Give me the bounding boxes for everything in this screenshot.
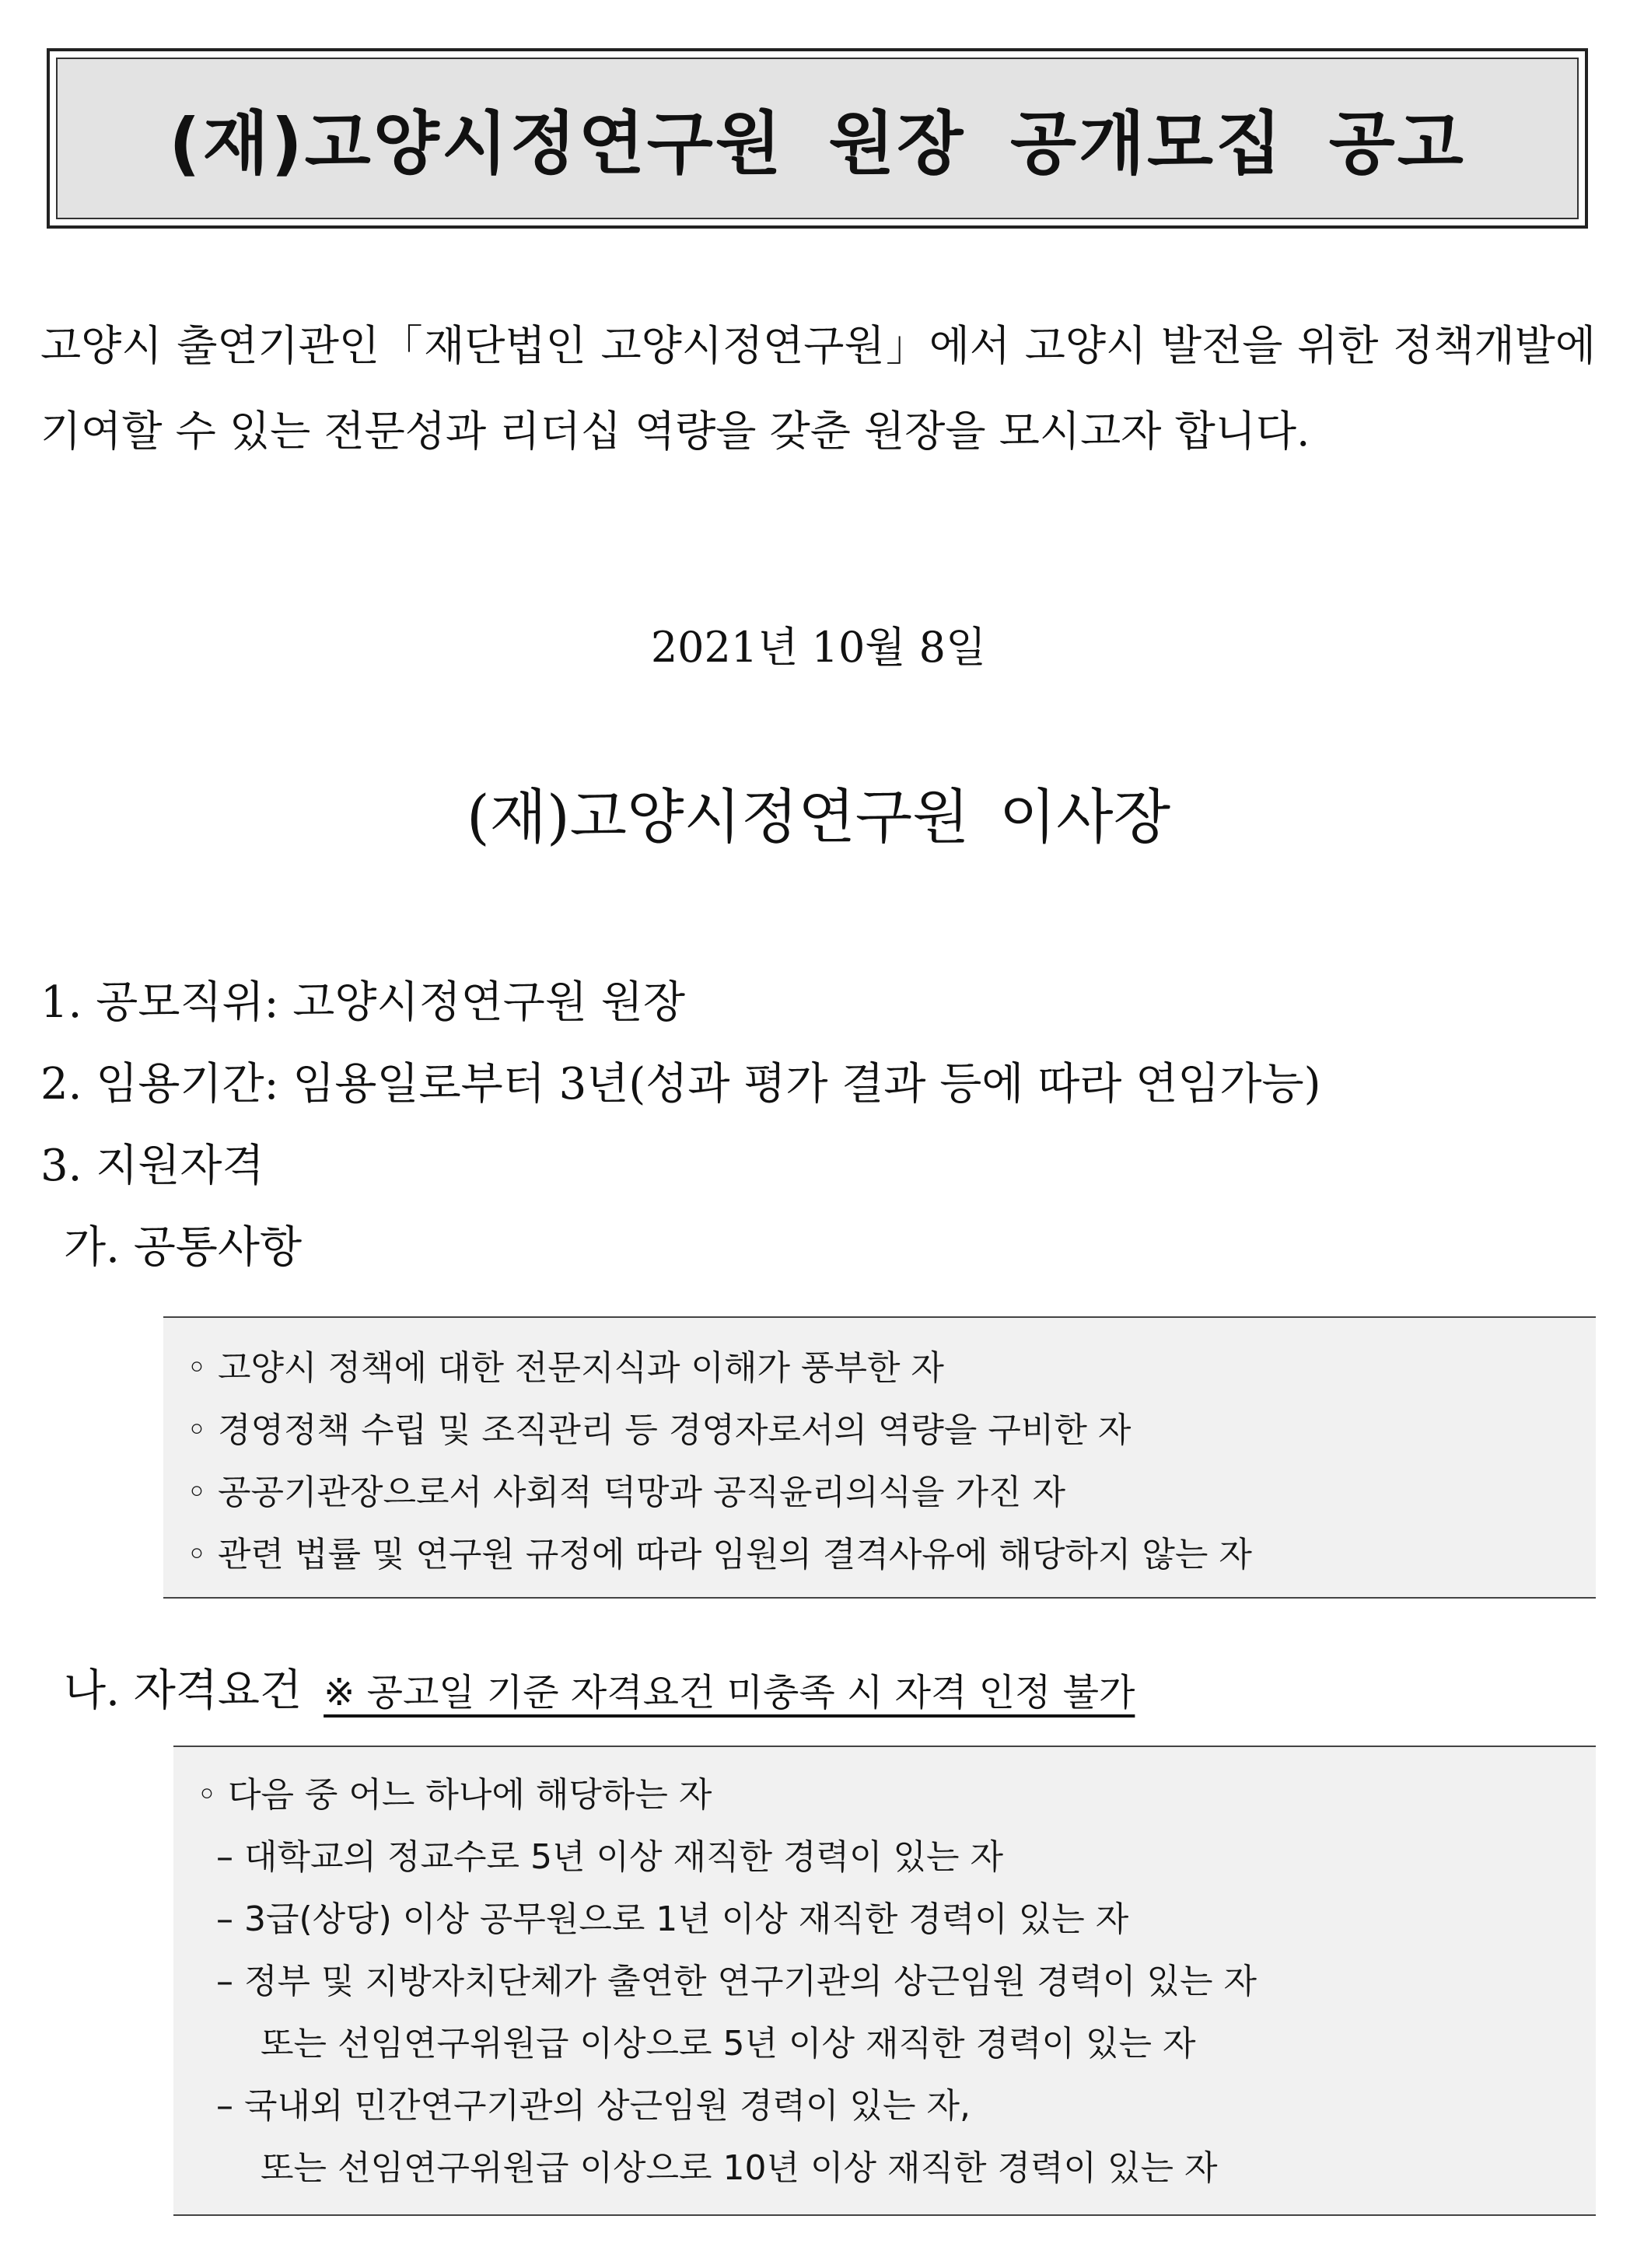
requirement-line: – 3급(상당) 이상 공무원으로 1년 이상 재직한 경력이 있는 자 [216,1899,1129,1939]
requirement-line-continued: 또는 선임연구위원급 이상으로 10년 이상 재직한 경력이 있는 자 [261,2148,1218,2188]
announcement-date: 2021년 10월 8일 [650,623,987,672]
requirement-line-continued: 또는 선임연구위원급 이상으로 5년 이상 재직한 경력이 있는 자 [261,2024,1196,2064]
item-term: 2. 임용기간: 임용일로부터 3년(성과 평가 결과 등에 따라 연임가능) [40,1059,1321,1110]
common-bullet: ◦ 고양시 정책에 대한 전문지식과 이해가 풍부한 자 [187,1348,944,1388]
common-requirements-box [163,1316,1596,1599]
common-bullet: ◦ 관련 법률 및 연구원 규정에 따라 임원의 결격사유에 해당하지 않는 자 [187,1535,1252,1574]
title-box [47,48,1588,229]
issuer-name: (재)고양시정연구원 이사장 [466,782,1171,851]
requirements-note: ※ 공고일 기준 자격요건 미충족 시 자격 인정 불가 [324,1671,1135,1714]
requirements-lead: ◦ 다음 중 어느 하나에 해당하는 자 [197,1775,712,1815]
common-bullet: ◦ 경영정책 수립 및 조직관리 등 경영자로서의 역량을 구비한 자 [187,1410,1132,1450]
intro-paragraph: 고양시 출연기관인「재단법인 고양시정연구원」에서 고양시 발전을 위한 정책개발에 기여할 수 있는 전문성과 리더십 역량을 갖춘 원장을 모시고자 합니다. [40,321,1596,456]
requirements-heading-row [64,1656,1135,1718]
requirements-heading: 나. 자격요건 [64,1665,303,1716]
title-panel [56,58,1579,219]
requirement-line: – 국내외 민간연구기관의 상근임원 경력이 있는 자, [216,2086,971,2126]
page-title: (재)고양시정연구원 원장 공개모집 공고 [169,103,1466,183]
item-position: 1. 공모직위: 고양시정연구원 원장 [40,977,685,1028]
qualification-requirements-box [173,1746,1596,2216]
common-heading: 가. 공통사항 [64,1222,303,1273]
requirement-line: – 정부 및 지방자치단체가 출연한 연구기관의 상근임원 경력이 있는 자 [216,1962,1257,2001]
item-qualification: 3. 지원자격 [40,1141,264,1191]
common-bullet: ◦ 공공기관장으로서 사회적 덕망과 공직윤리의식을 가진 자 [187,1473,1065,1512]
requirement-line: – 대학교의 정교수로 5년 이상 재직한 경력이 있는 자 [216,1837,1003,1877]
